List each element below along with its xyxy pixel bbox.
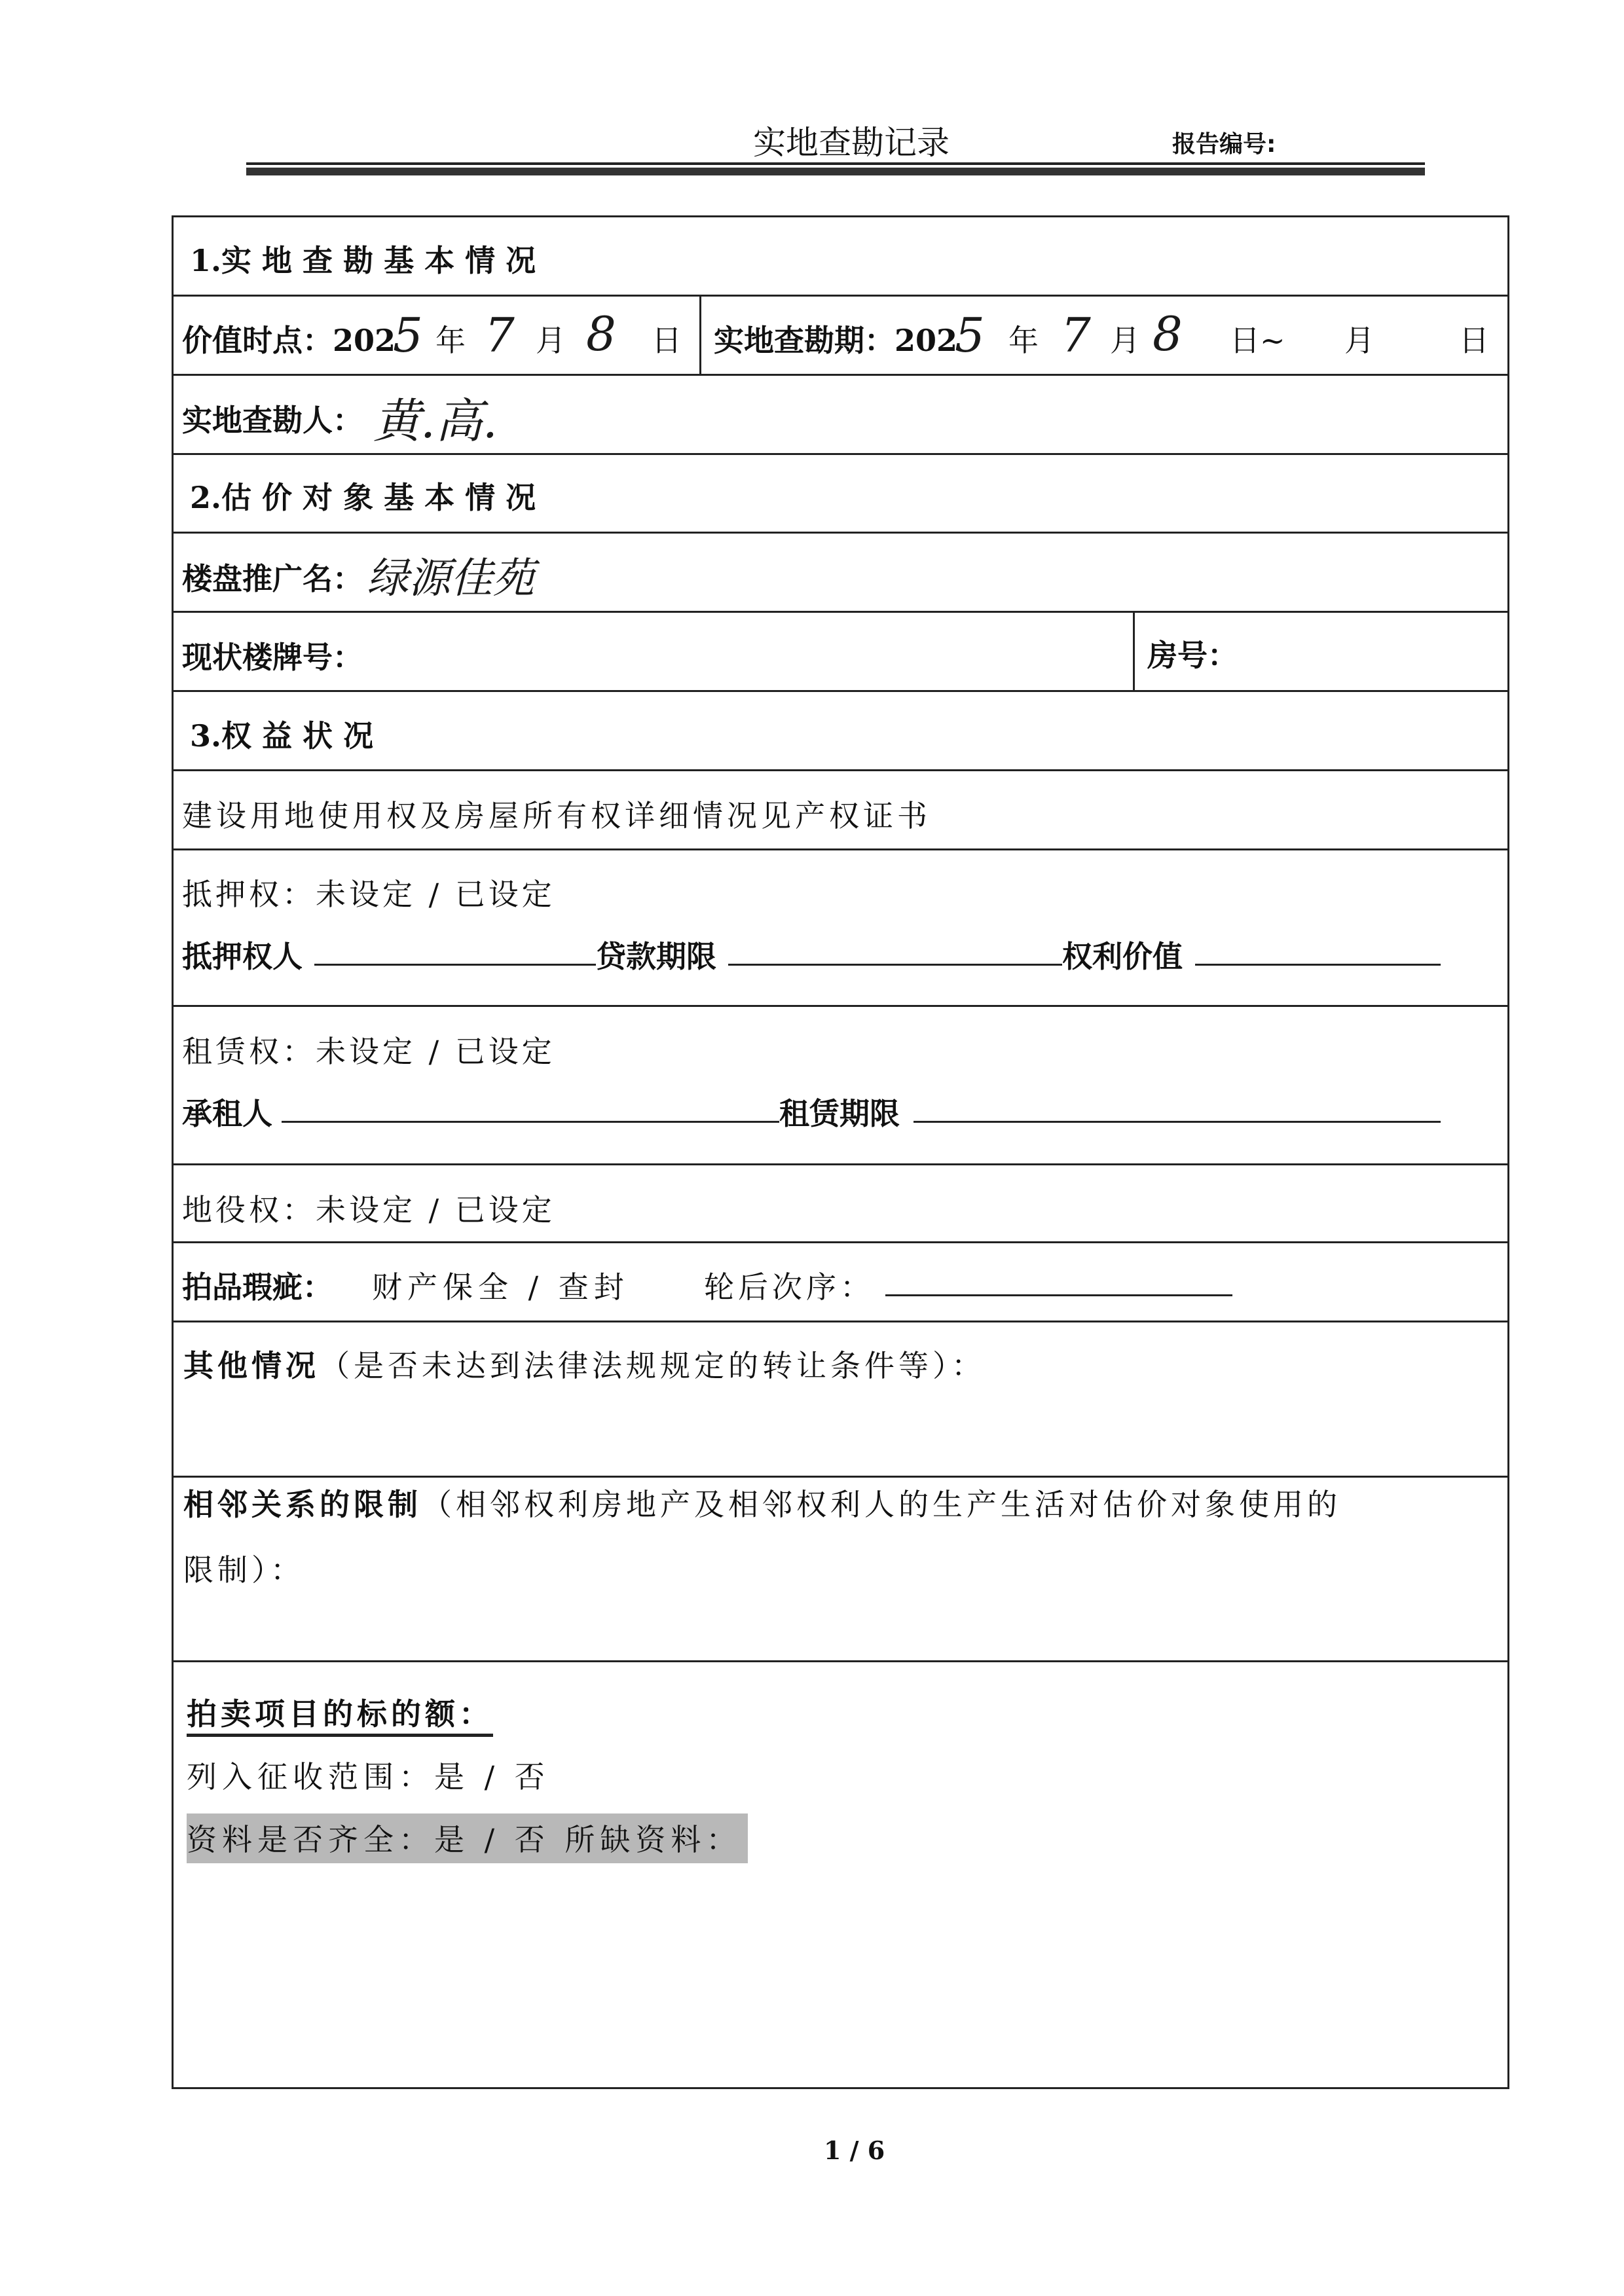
month-label: 月	[1110, 323, 1140, 358]
value-date-month[interactable]: 7	[485, 308, 515, 363]
defect-options: 财产保全 / 查封	[372, 1269, 629, 1305]
documents-complete-status: 资料是否齐全：是 / 否 所缺资料：	[187, 1813, 748, 1863]
sequence-label: 轮后次序：	[704, 1269, 874, 1305]
survey-year[interactable]: 5	[955, 308, 985, 363]
right-value-label: 权利价值	[1062, 939, 1183, 974]
other-conditions	[183, 1342, 986, 1385]
other-conditions-label: 其他情况	[183, 1348, 320, 1383]
year-label: 年	[435, 323, 466, 358]
row-divider	[172, 611, 1509, 613]
survey-month[interactable]: 7	[1061, 308, 1091, 363]
section-3-heading: 3.权 益 状 况	[190, 718, 374, 754]
year-label: 年	[1008, 323, 1039, 358]
neighbor-restriction-note: （相邻权利房地产及相邻权利人的生产生活对估价对象使用的	[422, 1487, 1341, 1522]
row-divider	[172, 1163, 1509, 1165]
other-conditions-note: （是否未达到法律法规规定的转让条件等）：	[320, 1348, 986, 1383]
surveyor-signature[interactable]: 黄.高.	[373, 393, 498, 448]
row-divider	[172, 453, 1509, 455]
loan-term-blank[interactable]	[728, 938, 1062, 966]
lease-term-label: 租赁期限	[779, 1096, 900, 1131]
section-2-heading: 2.估 价 对 象 基 本 情 况	[190, 480, 536, 515]
day-tilde-label: 日~	[1230, 323, 1285, 358]
survey-day[interactable]: 8	[1153, 306, 1183, 361]
right-value-blank[interactable]	[1195, 938, 1441, 966]
surveyor-label: 实地查勘人：	[182, 403, 363, 438]
header-rule-thick	[246, 168, 1425, 175]
end-month-label: 月	[1344, 323, 1375, 358]
rights-note: 建设用地使用权及房屋所有权详细情况见产权证书	[182, 798, 931, 833]
row-divider	[172, 1660, 1509, 1662]
defect-label: 拍品瑕疵：	[182, 1269, 333, 1305]
easement-status: 地役权：未设定 / 已设定	[182, 1192, 555, 1228]
row-divider	[172, 769, 1509, 771]
mortgagee-label: 抵押权人	[182, 939, 303, 974]
row-divider	[172, 532, 1509, 534]
row-divider	[172, 295, 1509, 297]
row-divider	[172, 1321, 1509, 1322]
loan-term-label: 贷款期限	[596, 939, 716, 974]
value-date-day[interactable]: 8	[586, 306, 616, 361]
survey-date-label: 实地查勘期：202	[714, 323, 958, 358]
neighbor-restriction	[183, 1481, 1341, 1524]
row-divider	[172, 690, 1509, 692]
expropriation-status: 列入征收范围：是 / 否	[187, 1759, 550, 1795]
row-divider	[172, 1005, 1509, 1007]
row-divider	[172, 1241, 1509, 1243]
sequence-blank[interactable]	[885, 1268, 1232, 1296]
column-divider	[1133, 611, 1135, 690]
day-label: 日	[652, 323, 682, 358]
room-number-label: 房号：	[1147, 638, 1238, 673]
column-divider	[699, 295, 701, 374]
row-divider	[172, 1476, 1509, 1478]
row-divider	[172, 374, 1509, 376]
project-name-value[interactable]: 绿源佳苑	[367, 555, 534, 603]
value-date-year[interactable]: 5	[393, 308, 423, 363]
month-label: 月	[536, 323, 566, 358]
mortgagee-blank[interactable]	[314, 938, 596, 966]
lessee-label: 承租人	[182, 1096, 272, 1131]
header-rule-thin	[246, 162, 1425, 165]
neighbor-restriction-note-cont: 限制）：	[183, 1552, 304, 1588]
lease-status: 租赁权：未设定 / 已设定	[182, 1034, 555, 1069]
document-title: 实地查勘记录	[753, 124, 950, 162]
project-name-label: 楼盘推广名：	[182, 561, 363, 596]
end-day-label: 日	[1459, 323, 1489, 358]
neighbor-restriction-label: 相邻关系的限制	[183, 1487, 422, 1522]
value-date-label: 价值时点：202	[182, 323, 396, 358]
report-number-label: 报告编号:	[1172, 131, 1276, 158]
section-1-heading: 1.实 地 查 勘 基 本 情 况	[190, 243, 536, 278]
mortgage-status: 抵押权：未设定 / 已设定	[182, 877, 555, 912]
lease-term-blank[interactable]	[913, 1095, 1441, 1123]
page-number: 1 / 6	[824, 2136, 885, 2165]
row-divider	[172, 848, 1509, 850]
lessee-blank[interactable]	[282, 1095, 779, 1123]
auction-amount-label: 拍卖项目的标的额：	[187, 1690, 493, 1737]
building-number-label: 现状楼牌号：	[182, 640, 363, 675]
